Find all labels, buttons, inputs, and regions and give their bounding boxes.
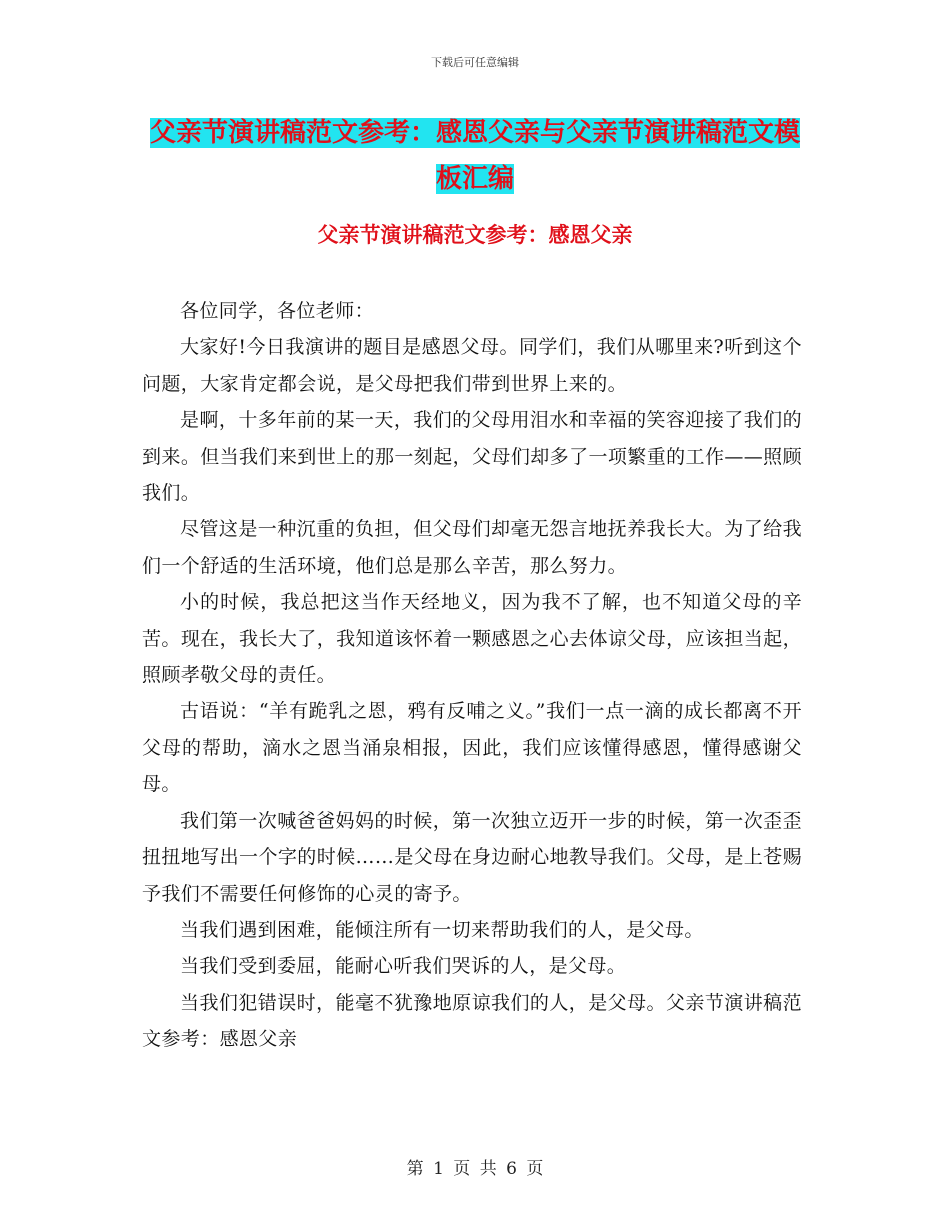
paragraph: 当我们遇到困难，能倾注所有一切来帮助我们的人，是父母。 [180,918,704,941]
paragraph: 各位同学，各位老师： [180,300,375,322]
header-note: 下载后可任意编辑 [431,56,519,69]
page-footer: 第 1 页 共 6 页 [406,1159,544,1179]
paragraph: 我们第一次喊爸爸妈妈的时候，第一次独立迈开一步的时候，第一次歪歪扭扭地写出一个字的时候……是父母在身边耐心地教导我们。父母，是上苍赐予我们不需要任何修饰的心灵的寄予。 [142,809,802,905]
section-title: 父亲节演讲稿范文参考：感恩父亲 [317,223,633,247]
paragraph: 古语说：“羊有跪乳之恩，鸦有反哺之义。”我们一点一滴的成长都离不开父母的帮助，滴水之恩当涌泉相报，因此，我们应该懂得感恩，懂得感谢父母。 [142,700,802,796]
paragraph: 当我们受到委屈，能耐心听我们哭诉的人，是父母。 [180,955,627,978]
paragraph: 大家好!今日我演讲的题目是感恩父母。同学们，我们从哪里来?听到这个问题，大家肯定都会说，是父母把我们带到世界上来的。 [142,336,802,395]
paragraph: 当我们犯错误时，能毫不犹豫地原谅我们的人，是父母。父亲节演讲稿范文参考：感恩父亲 [142,991,802,1051]
paragraph: 尽管这是一种沉重的负担，但父母们却毫无怨言地抚养我长大。为了给我们一个舒适的生活环境，他们总是那么辛苦，那么努力。 [142,518,802,577]
paragraph: 小的时候，我总把这当作天经地义，因为我不了解，也不知道父母的辛苦。现在，我长大了，我知道该怀着一颗感恩之心去体谅父母，应该担当起，照顾孝敬父母的责任。 [142,591,802,687]
document-title [140,110,810,202]
document-title-text: 父亲节演讲稿范文参考：感恩父亲与父亲节演讲稿范文模板汇编 [149,118,800,194]
body-text [142,293,802,1058]
paragraph: 是啊，十多年前的某一天，我们的父母用泪水和幸福的笑容迎接了我们的到来。但当我们来到世上的那一刻起，父母们却多了一项繁重的工作——照顾我们。 [142,409,802,505]
